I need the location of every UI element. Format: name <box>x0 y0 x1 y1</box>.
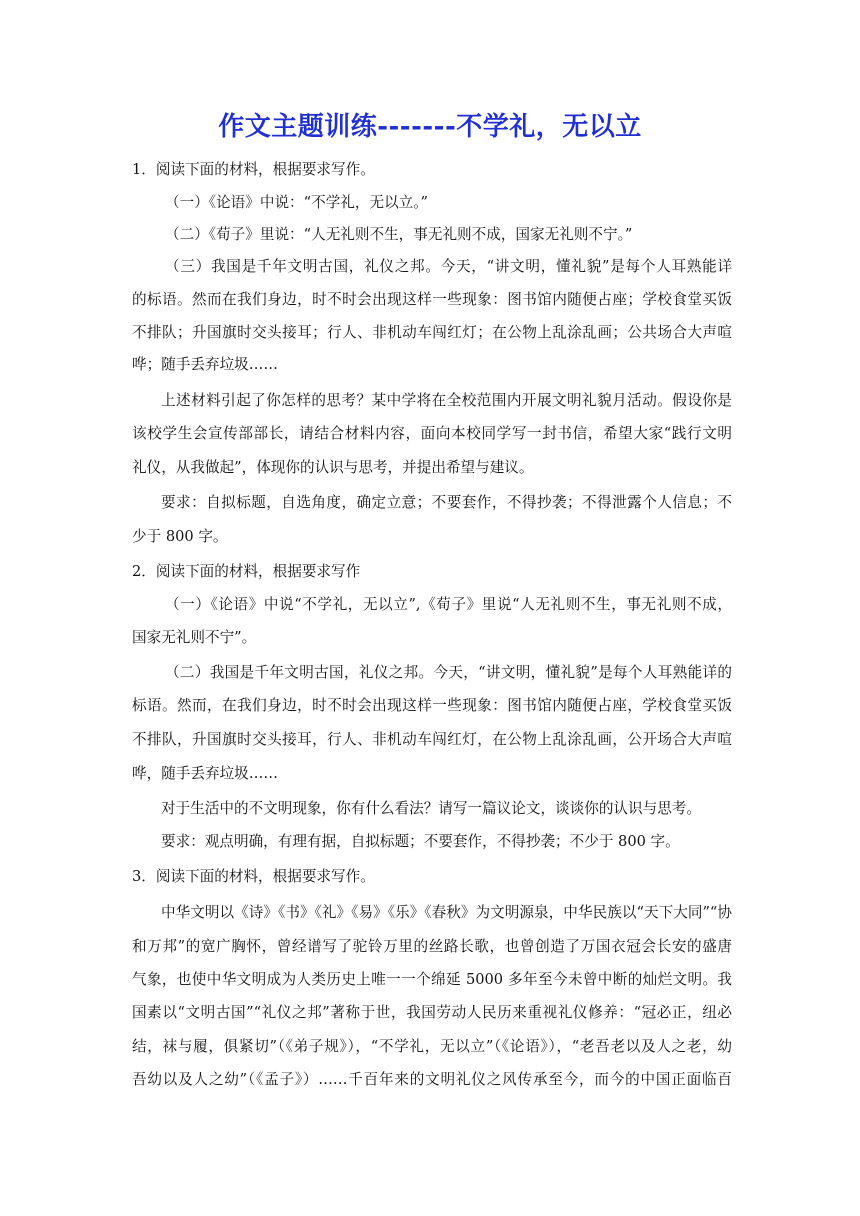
question-1-material-3: （三）我国是千年文明古国，礼仪之邦。今天，“讲文明，懂礼貌”是每个人耳熟能详 <box>165 258 732 275</box>
question-1-material-3-cont: 哗；随手丢弃垃圾…… <box>132 356 278 373</box>
question-2-material-2-cont: 哗，随手丢弃垃圾…… <box>132 765 278 782</box>
question-2-prompt: 对于生活中的不文明现象，你有什么看法？请写一篇议论文，谈谈你的认识与思考。 <box>161 800 701 817</box>
question-1-prompt-cont: 礼仪，从我做起”，体现你的认识与思考，并提出希望与建议。 <box>132 459 534 476</box>
question-1-material-1: （一）《论语》中说：“不学礼，无以立。” <box>165 194 429 211</box>
question-1-material-3-cont: 的标语。然而在我们身边，时不时会出现这样一些现象：图书馆内随便占座；学校食堂买饭 <box>132 291 732 308</box>
question-3-material-cont: 国素以“文明古国”“礼仪之邦”著称于世，我国劳动人民历来重视礼仪修养：“冠必正，纽必 <box>132 1004 732 1021</box>
question-3-material-cont: 和万邦”的宽广胸怀，曾经谱写了驼铃万里的丝路长歌，也曾创造了万国衣冠会长安的盛唐 <box>132 938 732 955</box>
question-1-prompt-cont: 该校学生会宣传部部长，请结合材料内容，面向本校同学写一封书信，希望大家“践行文明 <box>132 425 732 442</box>
question-3-material: 中华文明以《诗》《书》《礼》《易》《乐》《春秋》为文明源泉，中华民族以“天下大同”“协 <box>161 904 732 921</box>
question-3-heading: 3．阅读下面的材料，根据要求写作。 <box>132 868 375 885</box>
question-1-heading: 1．阅读下面的材料，根据要求写作。 <box>132 161 375 178</box>
question-1-material-3-cont: 不排队；升国旗时交头接耳；行人、非机动车闯红灯；在公物上乱涂乱画；公共场合大声喧 <box>132 324 732 341</box>
question-2-material-2: （二）我国是千年文明古国，礼仪之邦。今天，“讲文明，懂礼貌”是每个人耳熟能详的 <box>165 664 732 681</box>
document-title: 作文主题训练-------不学礼，无以立 <box>218 112 642 142</box>
question-1-material-2: （二）《荀子》里说：“人无礼则不生，事无礼则不成，国家无礼则不宁。” <box>165 226 633 243</box>
question-1-requirements: 要求：自拟标题，自选角度，确定立意；不要套作，不得抄袭；不得泄露个人信息；不 <box>161 494 732 511</box>
question-3-material-cont: 结，袜与履，俱紧切”（《弟子规》），“不学礼，无以立”（《论语》），“老吾老以及人之老，幼 <box>132 1038 732 1055</box>
question-2-material-2-cont: 标语。然而，在我们身边，时不时会出现这样一些现象：图书馆内随便占座，学校食堂买饭 <box>132 697 732 714</box>
question-2-heading: 2．阅读下面的材料，根据要求写作 <box>132 563 361 580</box>
question-2-material-2-cont: 不排队，升国旗时交头接耳，行人、非机动车闯红灯，在公物上乱涂乱画，公开场合大声喧 <box>132 731 732 748</box>
question-2-requirements: 要求：观点明确，有理有据，自拟标题；不要套作，不得抄袭；不少于 800 字。 <box>161 833 680 850</box>
question-2-material-1-cont: 国家无礼则不宁”。 <box>132 629 257 646</box>
question-3-material-cont: 吾幼以及人之幼”（《孟子》）……千百年来的文明礼仪之风传承至今，而今的中国正面临百 <box>132 1071 732 1088</box>
question-2-material-1: （一）《论语》中说“不学礼，无以立”,《荀子》里说“人无礼则不生，事无礼则不成， <box>165 596 732 613</box>
question-1-requirements-cont: 少于 800 字。 <box>132 528 228 545</box>
question-3-material-cont: 气象，也使中华文明成为人类历史上唯一一个绵延 5000 多年至今未曾中断的灿烂文明。我 <box>132 971 732 988</box>
question-1-prompt: 上述材料引起了你怎样的思考？某中学将在全校范围内开展文明礼貌月活动。假设你是 <box>161 392 732 409</box>
